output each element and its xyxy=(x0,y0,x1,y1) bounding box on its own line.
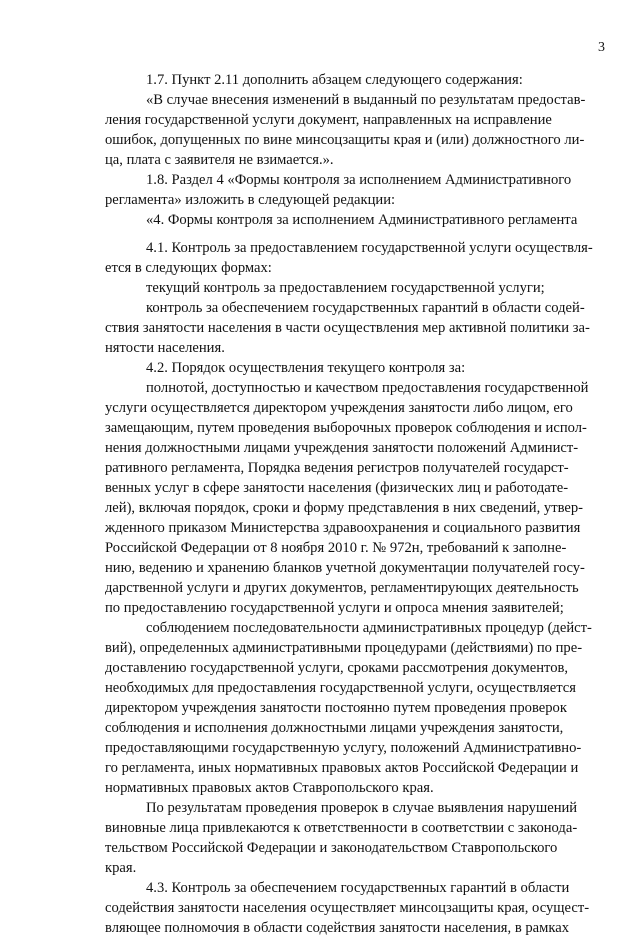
text-line xyxy=(0,90,640,110)
text-line-content: необходимых для предоставления государственной услуги, осуществляется xyxy=(105,680,576,696)
text-line-content: 4.2. Порядок осуществления текущего контроля за: xyxy=(146,360,466,376)
text-line xyxy=(0,898,640,918)
text-line-content: текущий контроль за предоставлением государственной услуги; xyxy=(146,280,545,296)
text-line xyxy=(0,578,640,598)
text-line xyxy=(0,438,640,458)
text-line xyxy=(0,358,640,378)
text-line xyxy=(0,190,640,210)
text-line-content: Российской Федерации от 8 ноября 2010 г. № 972н, требований к заполне- xyxy=(105,540,567,556)
text-line xyxy=(0,918,640,938)
text-line xyxy=(0,618,640,638)
text-line-content: 1.8. Раздел 4 «Формы контроля за исполнением Административного xyxy=(146,172,572,188)
text-line-content: жденного приказом Министерства здравоохранения и социального развития xyxy=(105,520,581,536)
text-line xyxy=(0,558,640,578)
text-line-content: соблюдением последовательности административных процедур (дейст- xyxy=(146,620,592,636)
text-line-content: ошибок, допущенных по вине минсоцзащиты края и (или) должностного ли- xyxy=(105,132,585,148)
text-line-content: ствия занятости населения в части осуществления мер активной политики за- xyxy=(105,320,590,336)
text-line xyxy=(0,150,640,170)
text-line-content: края. xyxy=(105,860,137,876)
text-line-content: нию, ведению и хранению бланков учетной документации получателей госу- xyxy=(105,560,585,576)
text-line-content: «4. Формы контроля за исполнением Административного регламента xyxy=(146,212,578,228)
text-line xyxy=(0,858,640,878)
text-line xyxy=(0,298,640,318)
text-line xyxy=(0,498,640,518)
text-line-content: го регламента, иных нормативных правовых актов Российской Федерации и xyxy=(105,760,579,776)
text-line-content: по предоставлению государственной услуги и опроса мнения заявителей; xyxy=(105,600,564,616)
text-line xyxy=(0,238,640,258)
text-line-content: замещающим, путем проведения выборочных проверок соблюдения и испол- xyxy=(105,420,587,436)
text-line xyxy=(0,638,640,658)
text-line xyxy=(0,70,640,90)
text-line xyxy=(0,210,640,230)
text-line xyxy=(0,318,640,338)
text-line xyxy=(0,738,640,758)
text-line-content: венных услуг в сфере занятости населения (физических лиц и работодате- xyxy=(105,480,569,496)
text-line xyxy=(0,338,640,358)
text-line xyxy=(0,798,640,818)
text-line-content: ется в следующих формах: xyxy=(105,260,272,276)
text-line-content: доставлению государственной услуги, сроками рассмотрения документов, xyxy=(105,660,569,676)
text-line xyxy=(0,170,640,190)
text-line-content: нятости населения. xyxy=(105,340,225,356)
text-line-content: лей), включая порядок, сроки и форму представления в них сведений, утвер- xyxy=(105,500,584,516)
text-line-content: ца, плата с заявителя не взимается.». xyxy=(105,152,334,168)
text-line-content: нормативных правовых актов Ставропольского края. xyxy=(105,780,434,796)
text-line xyxy=(0,718,640,738)
text-line-content: ления государственной услуги документ, направленных на исправление xyxy=(105,112,552,128)
text-line-content: соблюдения и исполнения должностными лицами учреждения занятости, xyxy=(105,720,564,736)
text-line-content: 4.1. Контроль за предоставлением государственной услуги осуществля- xyxy=(146,240,593,256)
text-line-content: тельством Российской Федерации и законодательством Ставропольского xyxy=(105,840,558,856)
text-line xyxy=(0,598,640,618)
text-line-content: контроль за обеспечением государственных гарантий в области содей- xyxy=(146,300,585,316)
text-line xyxy=(0,818,640,838)
text-line-content: услуги осуществляется директором учреждения занятости либо лицом, его xyxy=(105,400,573,416)
text-line xyxy=(0,278,640,298)
text-line-content: вий), определенных административными процедурами (действиями) по пре- xyxy=(105,640,583,656)
text-line xyxy=(0,838,640,858)
text-line xyxy=(0,758,640,778)
text-line-content: содействия занятости населения осуществляет минсоцзащиты края, осущест- xyxy=(105,900,590,916)
text-line xyxy=(0,518,640,538)
text-line-content: вляющее полномочия в области содействия занятости населения, в рамках xyxy=(105,920,570,936)
text-line xyxy=(0,418,640,438)
text-line xyxy=(0,478,640,498)
text-line xyxy=(0,538,640,558)
text-line xyxy=(0,458,640,478)
text-line xyxy=(0,878,640,898)
text-line-content: «В случае внесения изменений в выданный по результатам предостав- xyxy=(146,92,586,108)
text-line-content: По результатам проведения проверок в случае выявления нарушений xyxy=(146,800,578,816)
text-line-content: предоставляющими государственную услугу, положений Административно- xyxy=(105,740,582,756)
text-line-content: регламента» изложить в следующей редакции: xyxy=(105,192,396,208)
text-line-content: дарственной услуги и других документов, регламентирующих деятельность xyxy=(105,580,579,596)
text-line-content: 4.3. Контроль за обеспечением государственных гарантий в области xyxy=(146,880,570,896)
page-number: 3 xyxy=(598,40,605,55)
text-line-content: полнотой, доступностью и качеством предоставления государственной xyxy=(146,380,589,396)
text-line xyxy=(0,678,640,698)
text-line xyxy=(0,398,640,418)
text-line xyxy=(0,258,640,278)
text-line-content: нения должностными лицами учреждения занятости положений Админист- xyxy=(105,440,579,456)
text-line-content: ративного регламента, Порядка ведения регистров получателей государст- xyxy=(105,460,569,476)
text-line xyxy=(0,778,640,798)
text-line-content: 1.7. Пункт 2.11 дополнить абзацем следующего содержания: xyxy=(146,72,523,88)
text-line xyxy=(0,130,640,150)
text-line xyxy=(0,378,640,398)
text-line xyxy=(0,698,640,718)
text-line xyxy=(0,110,640,130)
text-line xyxy=(0,658,640,678)
text-line-content: директором учреждения занятости постоянно путем проведения проверок xyxy=(105,700,567,716)
text-line-content: виновные лица привлекаются к ответственности в соответствии с законода- xyxy=(105,820,578,836)
